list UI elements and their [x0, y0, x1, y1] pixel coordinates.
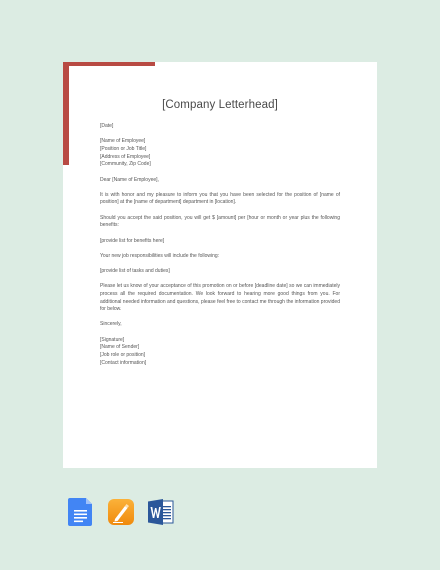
- recipient-address: [Address of Employee]: [100, 153, 151, 160]
- apple-pages-icon[interactable]: [108, 498, 134, 526]
- letterhead-title: [Company Letterhead]: [162, 99, 278, 111]
- recipient-position: [Position or Job Title]: [100, 145, 147, 152]
- format-icons: [68, 498, 174, 526]
- google-docs-icon[interactable]: [68, 498, 94, 526]
- letter-body: [100, 123, 340, 367]
- sender-role: [Job role or position]: [100, 352, 146, 359]
- paragraph-selection: It is with honor and my pleasure to inform you that you have been selected for the position of [name of position] at the [name of department] department in [location].: [100, 191, 340, 206]
- paragraph-compensation: Should you accept the said position, you will get $ [amount] per [hour or month or year plus the following benefits:: [100, 214, 340, 229]
- tasks-placeholder: [provide list of tasks and duties]: [100, 267, 170, 274]
- sender-name: [Name of Sender]: [100, 344, 140, 351]
- paragraph-responsibilities: Your new job responsibilities will include the following:: [100, 252, 220, 259]
- letter-date: [Date]: [100, 123, 114, 129]
- recipient-community: [Community, Zip Code]: [100, 161, 151, 168]
- ms-word-icon[interactable]: [148, 498, 174, 526]
- salutation: Dear [Name of Employee],: [100, 176, 159, 183]
- benefits-placeholder: [provide list for benefits here]: [100, 237, 165, 244]
- paragraph-acceptance: Please let us know of your acceptance of this promotion on or before [deadline date] so we can immediately process all the required documentation. We look forward to hearing more good things from you. For additional needed information and questions, please feel free to contact me through the information provided for below.: [100, 283, 340, 313]
- sender-contact: [Contact information]: [100, 359, 147, 366]
- signature-line: [Signature]: [100, 336, 125, 343]
- recipient-name: [Name of Employee]: [100, 138, 146, 145]
- closing: Sincerely,: [100, 321, 122, 328]
- letter-page: [63, 62, 377, 468]
